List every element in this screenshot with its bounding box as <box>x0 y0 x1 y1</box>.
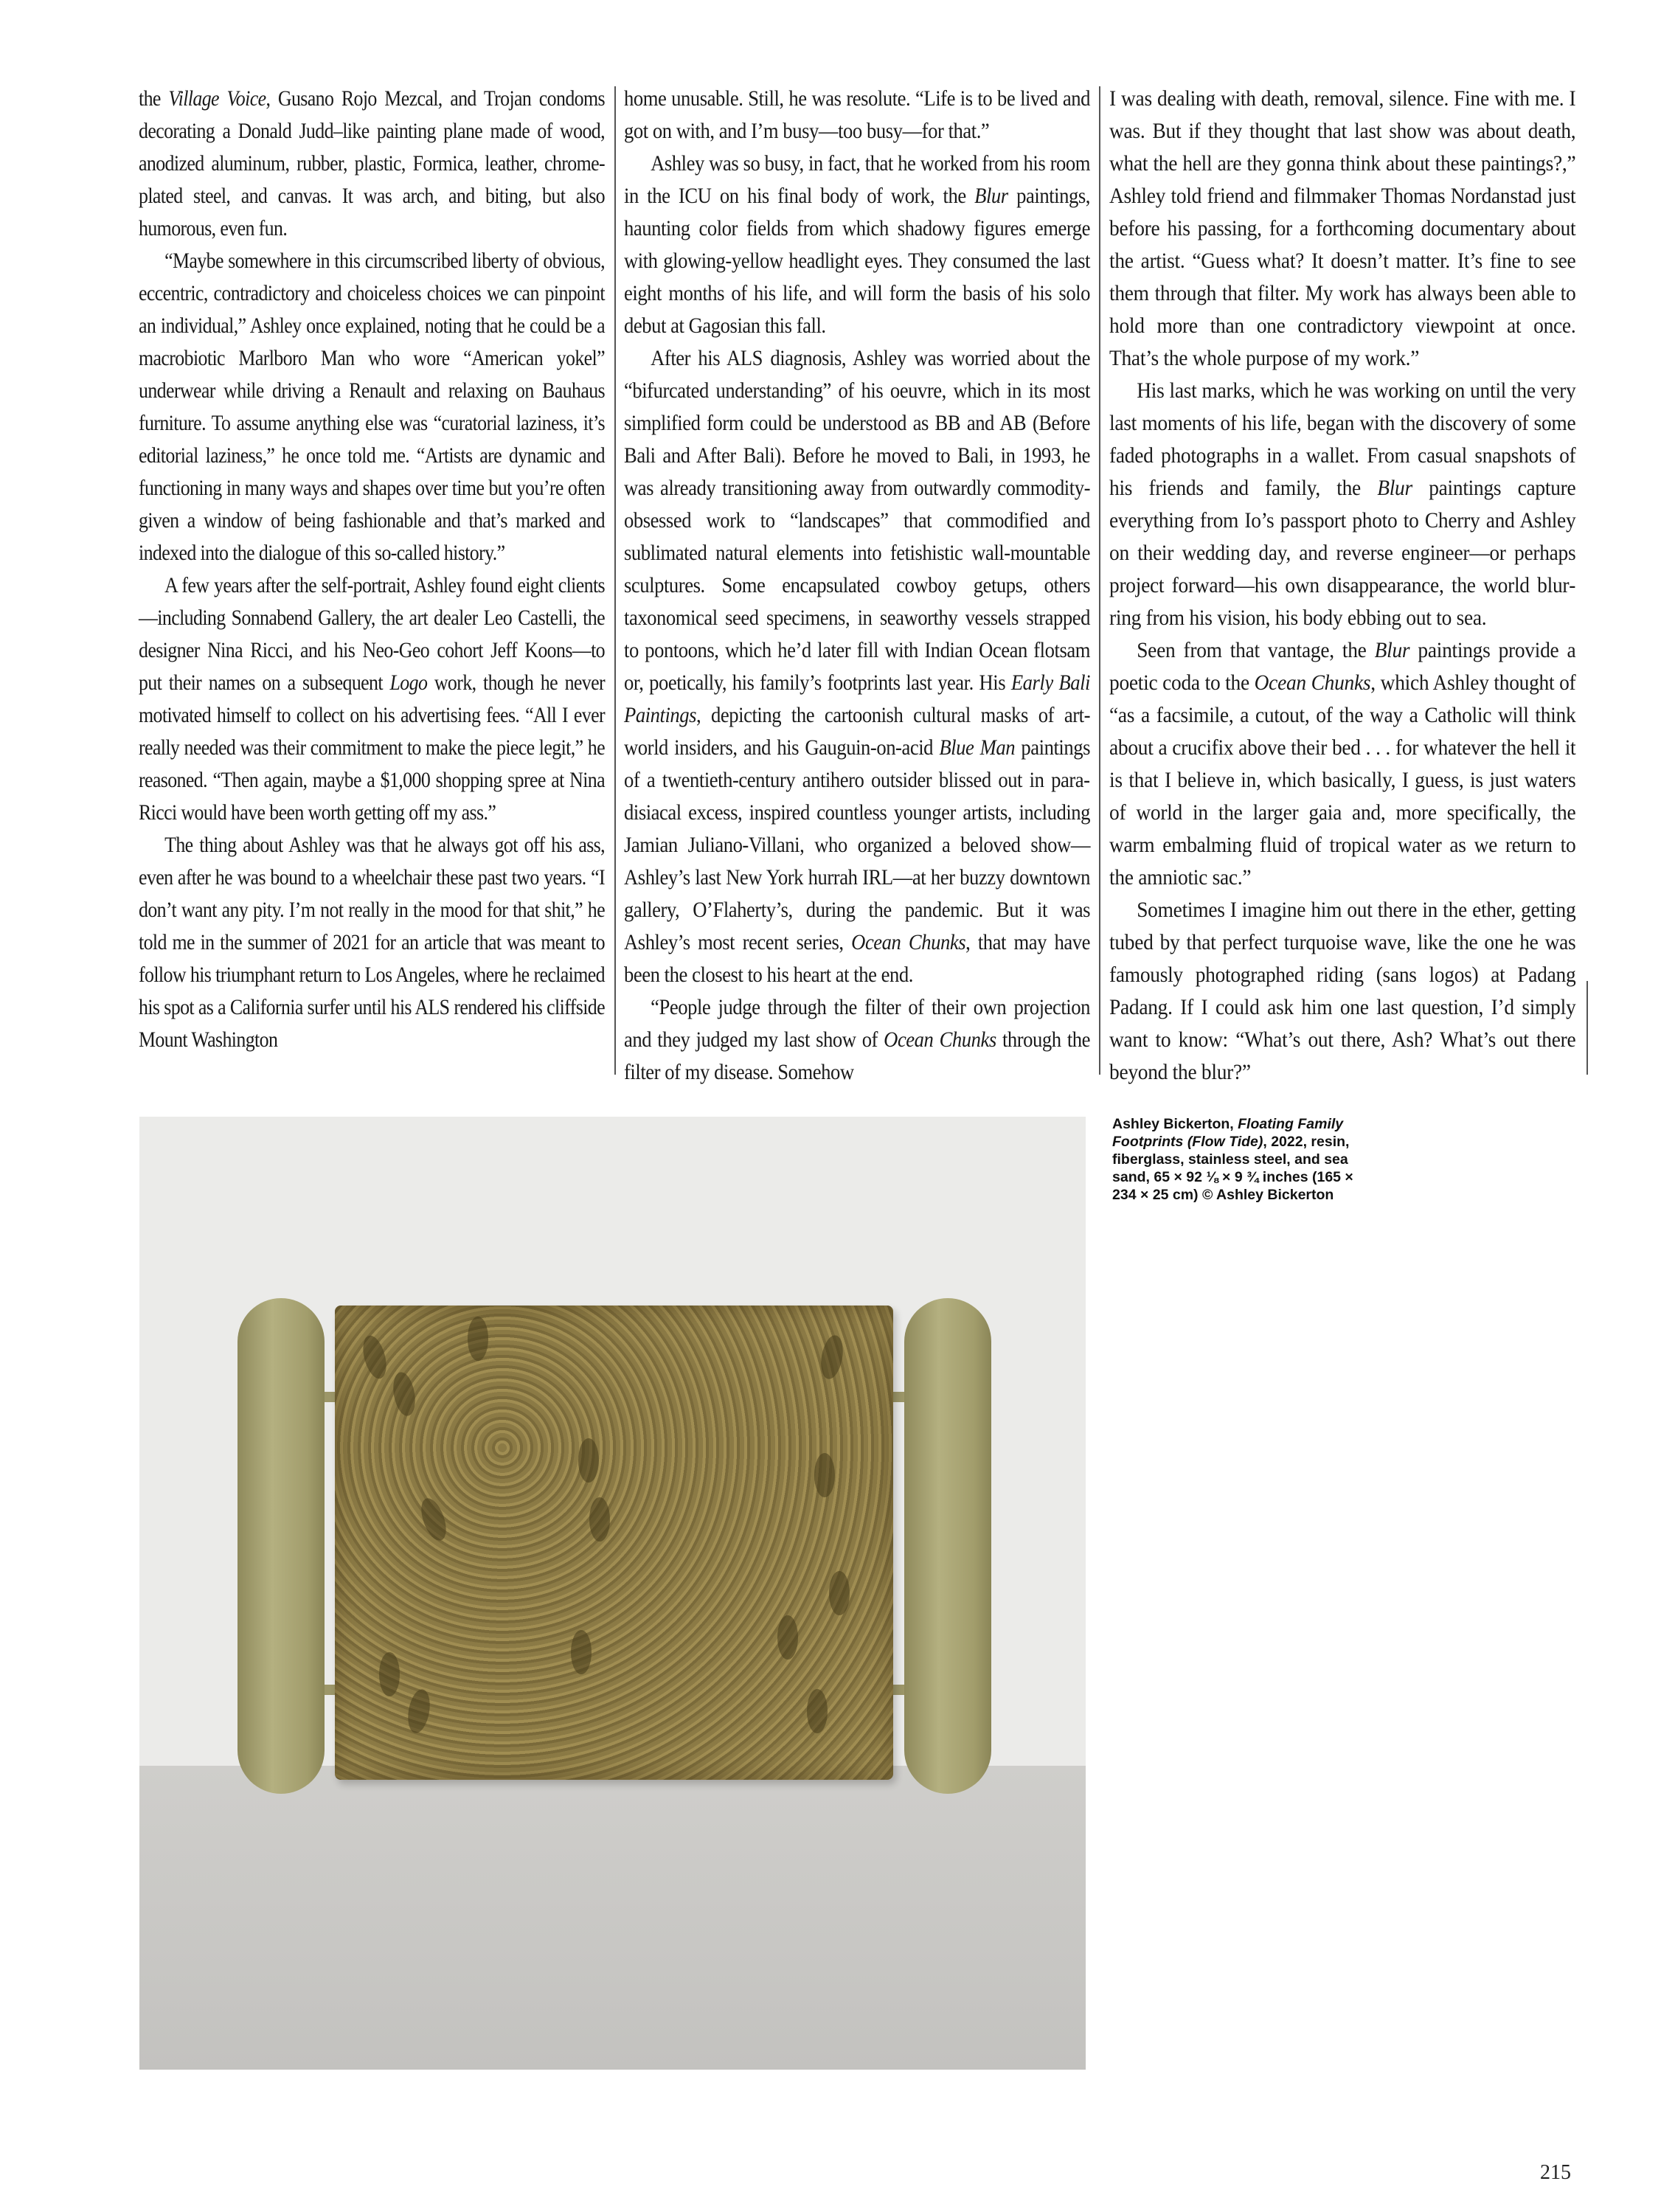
text-run: Seen from that vantage, the <box>1137 639 1375 662</box>
footprint <box>359 1333 391 1381</box>
italic-title-run: Blur <box>1374 639 1410 662</box>
pontoon-left <box>237 1298 325 1794</box>
text-run: paintings of a twentieth-century antihero outsider blissed out in paradisiacal excess, inspired countless younger artists, including Jamian Juliano-Villani, who organized a beloved show—Ashley’s last New York hurrah IRL—at her buzzy downtown gallery, O’Flaherty’s, during the pandemic. But it was Ashley’s most recent series, <box>624 736 1090 954</box>
footprint <box>405 1688 433 1735</box>
italic-title-run: Ocean Chunks <box>884 1028 996 1052</box>
paragraph <box>1109 375 1575 634</box>
footprint <box>379 1652 400 1696</box>
footprint <box>417 1495 451 1544</box>
footprint <box>814 1453 835 1497</box>
footprint <box>571 1630 592 1674</box>
text-run: “Maybe somewhere in this circumscribed liberty of obvious, eccentric, contradictory and choiceless choices we can pinpoint an individual,” Ashley once explained, noting that he could be a macrobiotic Marlboro Man who wore “American yokel” underwear while driving a Renault and relaxing on Bauhaus furniture. To assume anything else was “curatorial laziness, it’s editorial laziness,” he once told me. “Artists are dynamic and functioning in many ways and shapes over time but you’re often given a window of being fashionable and that’s marked and indexed into the dialogue of this so-called history.” <box>139 249 606 565</box>
paragraph <box>139 245 605 569</box>
paragraph <box>624 83 1090 148</box>
paragraph <box>139 829 605 1056</box>
caption-title: Floating Family Footprints (Flow Tide) <box>1112 1116 1344 1150</box>
text-run: paintings capture everything from Io’s passport photo to Cherry and Ashley on their wedding day, and reverse engineer—or perhaps project forward—his own disappearance, the world blurring from his vision, his body ebbing out to sea. <box>1109 476 1576 630</box>
paragraph <box>139 569 605 829</box>
text-run: Sometimes I imagine him out there in the ether, getting tubed by that perfect turquoise wave, like the one he was famously photographed riding (sans logos) at Padang Padang. If I could ask him one last question, I’d simply want to know: “What’s out there, Ash? What’s out there beyond the blur?” <box>1109 898 1576 1084</box>
page-number: 215 <box>1540 2161 1571 2184</box>
paragraph <box>1109 83 1575 375</box>
text-run: the <box>139 87 169 111</box>
footprint <box>468 1317 488 1361</box>
italic-title-run: Logo <box>389 671 428 695</box>
article-column-3 <box>1109 83 1575 1089</box>
paragraph <box>624 148 1090 342</box>
text-run: “People judge through the filter of their own projection and they judged my last show of <box>624 996 1090 1052</box>
text-run: The thing about Ashley was that he always got off his ass, even after he was bound to a wheelchair these past two years. “I don’t want any pity. I’m not really in the mood for that shit,” he told me in the summer of 2021 for an article that was meant to follow his triumphant return to Los Angeles, where he reclaimed his spot as a California surfer until his ALS rendered his cliffside Mount Washington <box>139 833 606 1052</box>
paragraph <box>1109 634 1575 894</box>
text-run: A few years after the self-portrait, Ashley found eight clients—including Sonnabend Gallery, the art dealer Leo Castelli, the designer Nina Ricci, and his Neo-Geo cohort Jeff Koons—to put their names on a subsequent <box>139 574 606 695</box>
text-run: , depicting the cartoonish cultural masks of art-world insiders, and his Gauguin-on-acid <box>624 704 1090 760</box>
text-run: I was dealing with death, removal, silence. Fine with me. I was. But if they thought that last show was about death, what the hell are they gonna think about these paintings?,” Ashley told friend and filmmaker Thomas Nordanstad just before his passing, for a forthcoming documentary about the artist. “Guess what? It doesn’t matter. It’s fine to see them through that filter. My work has always been able to hold more than one contradictory viewpoint at once. That’s the whole purpose of my work.” <box>1109 87 1576 370</box>
italic-title-run: Blur <box>1377 476 1412 500</box>
column-divider <box>1099 86 1100 1075</box>
italic-title-run: Ocean Chunks <box>1254 671 1371 695</box>
italic-title-run: Blur <box>974 184 1008 208</box>
italic-title-run: Ocean Chunks <box>851 931 966 954</box>
pontoon-right <box>904 1298 991 1794</box>
italic-title-run: Blue Man <box>939 736 1016 760</box>
footprint <box>578 1438 599 1483</box>
caption-artist: Ashley Bickerton, <box>1112 1116 1238 1132</box>
italic-title-run: Early Bali Paintings <box>624 671 1090 727</box>
figure-caption <box>1112 1115 1356 1204</box>
footprint <box>818 1334 846 1381</box>
footprint <box>777 1615 798 1660</box>
caption-details: , 2022, resin, fiberglass, stainless steel, and sea sand, 65 × 92 ⅛ × 9 ¾ inches (165 × 234 × 25 cm) © Ashley Bickerton <box>1112 1134 1353 1203</box>
paragraph <box>624 342 1090 991</box>
gallery-floor <box>139 1766 1086 2070</box>
paragraph <box>139 83 605 245</box>
column-divider <box>1586 981 1588 1075</box>
text-run: work, though he never motivated himself to collect on his advertising fees. “All I ever really needed was their commitment to make the piece legit,” he reasoned. “Then again, maybe a $1,000 shopping spree at Nina Ricci would have been worth getting off my ass.” <box>139 671 605 825</box>
resin-panel <box>335 1306 893 1780</box>
footprint <box>829 1571 850 1615</box>
text-run: His last marks, which he was working on until the very last moments of his life, began with the discovery of some faded photographs in a wallet. From casual snapshots of his friends and family, the <box>1109 379 1576 500</box>
text-run: through the filter of my disease. Somehow <box>624 1028 1090 1084</box>
article-column-2 <box>624 83 1090 1089</box>
artwork-photo <box>139 1117 1086 2070</box>
text-run: , that may have been the closest to his heart at the end. <box>624 931 1090 987</box>
italic-title-run: Village Voice <box>168 87 266 111</box>
article-column-1 <box>139 83 605 1056</box>
text-run: paintings, haunting color fields from which shadowy figures emerge with glowing-yellow headlight eyes. They consumed the last eight months of his life, and will form the basis of his solo debut at Gagosian this fall. <box>624 184 1090 338</box>
text-run: , which Ashley thought of “as a facsimile, a cutout, of the way a Catholic will think about a crucifix above their bed . . . for whatever the hell it is that I believe in, which basically, I guess, is just waters of world in the larger gaia and, more specifically, the warm embalming fluid of tropical water as we return to the amniotic sac.” <box>1109 671 1576 890</box>
text-run: After his ALS diagnosis, Ashley was worried about the “bifurcated understanding” of his oeuvre, which in its most simplified form could be understood as BB and AB (Before Bali and After Bali). Before he moved to Bali, in 1993, he was already transitioning away from outwardly commodity-obsessed work to “landscapes” that commodified and sublimated natural elements into fetishistic wall-mountable sculptures. Some encapsulated cowboy getups, others taxonomical seed specimens, in seaworthy vessels strapped to pontoons, which he’d later fill with Indian Ocean flotsam or, poetically, his family’s footprints last year. His <box>624 347 1090 695</box>
text-run: home unusable. Still, he was resolute. “Life is to be lived and got on with, and I’m busy—too busy—for that.” <box>624 87 1090 143</box>
footprint <box>807 1689 828 1733</box>
paragraph <box>624 991 1090 1089</box>
text-run: Ashley was so busy, in fact, that he worked from his room in the ICU on his final body of work, the <box>624 152 1090 208</box>
text-run: paintings provide a poetic coda to the <box>1109 639 1576 695</box>
paragraph <box>1109 894 1575 1089</box>
text-run: , Gusano Rojo Mezcal, and Trojan condoms decorating a Donald Judd–like painting plane made of wood, anodized aluminum, rubber, plastic, Formica, leather, chrome-plated steel, and canvas. It was arch, and biting, but also humorous, even fun. <box>139 87 606 240</box>
column-divider <box>614 86 616 1075</box>
footprint <box>589 1497 610 1542</box>
footprint <box>390 1370 418 1418</box>
